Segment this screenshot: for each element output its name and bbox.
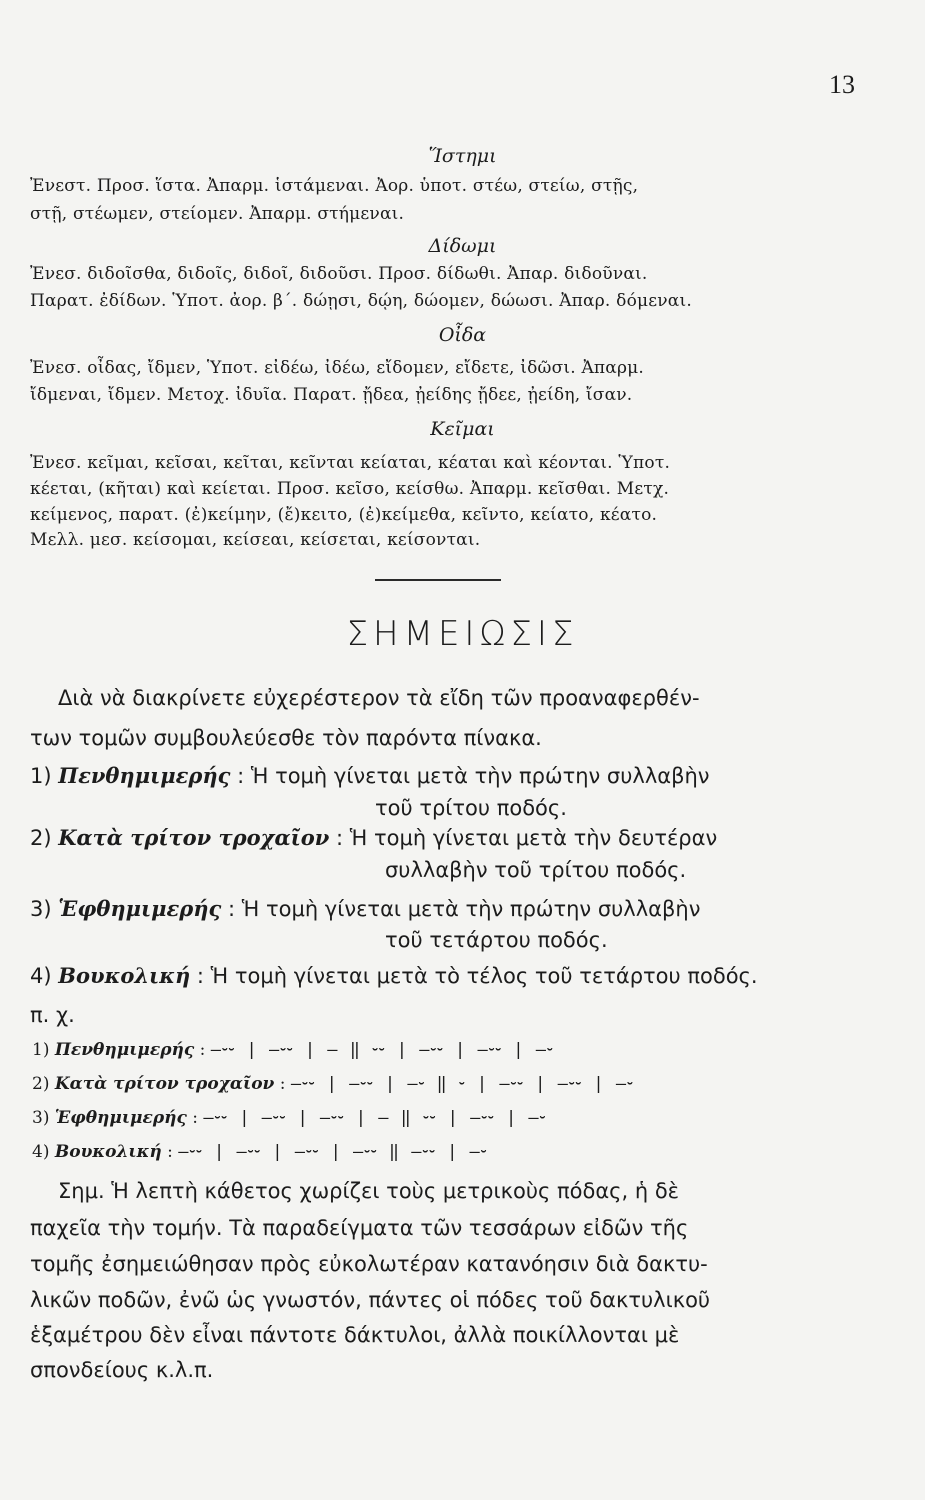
- example-name: Κατὰ τρίτον τροχαῖον: [54, 1074, 275, 1094]
- notes-intro: των τομῶν συμβουλεύεσθε τὸν παρόντα πίνακα.: [30, 726, 542, 750]
- footnote-line: παχεῖα τὴν τομήν. Τὰ παραδείγματα τῶν τεσσάρων εἰδῶν τῆς: [30, 1216, 689, 1240]
- example-number: 3): [32, 1108, 50, 1128]
- verb-title-oida: Οἶδα: [438, 324, 487, 346]
- caesura-name: Κατὰ τρίτον τροχαῖον: [58, 825, 330, 850]
- grammar-line: κέεται, (κῆται) καὶ κείεται. Προσ. κεῖσο, κείσθω. Ἀπαρμ. κεῖσθαι. Μετχ.: [30, 479, 670, 499]
- item-number: 3): [30, 897, 52, 921]
- item-separator: :: [230, 764, 251, 788]
- scansion-example: [32, 1108, 546, 1128]
- scansion-example: [32, 1040, 554, 1060]
- caesura-description: Ἡ τομὴ γίνεται μετὰ τὴν δευτέραν: [349, 826, 718, 850]
- metrical-pattern: —⏑⏑ | —⏑⏑ | — ‖ ⏑⏑ | —⏑⏑ | —⏑⏑ | —⏑: [210, 1040, 554, 1060]
- caesura-description: Ἡ τομὴ γίνεται μετὰ τὴν πρώτην συλλαβὴν: [241, 897, 701, 921]
- item-number: 1): [30, 764, 52, 788]
- footnote-line: ἑξαμέτρου δὲν εἶναι πάντοτε δάκτυλοι, ἀλλὰ ποικίλλονται μὲ: [30, 1323, 680, 1347]
- verb-title-keimai: Κεῖμαι: [430, 418, 495, 440]
- item-separator: :: [221, 897, 242, 921]
- item-number: 2): [30, 826, 52, 850]
- item-separator: :: [190, 964, 211, 988]
- footnote-line: τομῆς ἐσημειώθησαν πρὸς εὐκολωτέραν κατανόησιν διὰ δακτυ-: [30, 1252, 708, 1276]
- footnote-line: λικῶν ποδῶν, ἐνῶ ὡς γνωστόν, πάντες οἱ πόδες τοῦ δακτυλικοῦ: [30, 1288, 711, 1312]
- grammar-line: Παρατ. ἐδίδων. Ὑποτ. ἀορ. β΄. δώῃσι, δῴη, δώομεν, δώωσι. Ἀπαρ. δόμεναι.: [30, 291, 692, 311]
- example-number: 1): [32, 1040, 50, 1060]
- caesura-description-cont: τοῦ τρίτου ποδός.: [375, 796, 567, 820]
- grammar-line: Μελλ. μεσ. κείσομαι, κείσεαι, κείσεται, κείσονται.: [30, 530, 481, 550]
- item-number: 4): [30, 964, 52, 988]
- example-name: Πενθημιμερής: [54, 1040, 195, 1060]
- example-name: Βουκολική: [54, 1142, 162, 1162]
- metrical-pattern: —⏑⏑ | —⏑⏑ | —⏑⏑ | — ‖ ⏑⏑ | —⏑⏑ | —⏑: [203, 1108, 547, 1128]
- notes-intro: Διὰ νὰ διακρίνετε εὐχερέστερον τὰ εἴδη τῶν προαναφερθέν-: [58, 686, 700, 710]
- section-divider: [375, 579, 501, 581]
- grammar-line: κείμενος, παρατ. (ἐ)κείμην, (ἔ)κειτο, (ἐ)κείμεθα, κεῖντο, κείατο, κέατο.: [30, 505, 658, 525]
- scansion-example: [32, 1142, 487, 1162]
- example-number: 4): [32, 1142, 50, 1162]
- example-separator: :: [274, 1074, 291, 1094]
- grammar-line: Ἐνεστ. Προσ. ἵστα. Ἀπαρμ. ἱστάμεναι. Ἀορ. ὑποτ. στέω, στείω, στῇς,: [30, 176, 639, 196]
- example-separator: :: [161, 1142, 179, 1162]
- caesura-name: Πενθημιμερής: [58, 763, 231, 788]
- caesura-description: Ἡ τομὴ γίνεται μετὰ τὸ τέλος τοῦ τετάρτου ποδός.: [210, 964, 758, 988]
- grammar-line: Ἐνεσ. οἶδας, ἴδμεν, Ὑποτ. εἰδέω, ἰδέω, εἴδομεν, εἴδετε, ἰδῶσι. Ἀπαρμ.: [30, 358, 645, 378]
- notes-heading: ΣΗΜΕΙΩΣΙΣ: [346, 614, 579, 654]
- caesura-item: [30, 963, 758, 988]
- caesura-description: Ἡ τομὴ γίνεται μετὰ τὴν πρώτην συλλαβὴν: [250, 764, 710, 788]
- grammar-line: ἴδμεναι, ἴδμεν. Μετοχ. ἰδυῖα. Παρατ. ᾔδεα, ᾐείδης ᾔδεε, ᾐείδη, ἴσαν.: [30, 385, 633, 405]
- grammar-line: Ἐνεσ. κεῖμαι, κεῖσαι, κεῖται, κεῖνται κείαται, κέαται καὶ κέονται. Ὑποτ.: [30, 453, 671, 473]
- item-separator: :: [329, 826, 350, 850]
- metrical-pattern: —⏑⏑ | —⏑⏑ | —⏑ ‖ ⏑ | —⏑⏑ | —⏑⏑ | —⏑: [290, 1074, 634, 1094]
- example-separator: :: [186, 1108, 204, 1128]
- caesura-name: Βουκολική: [58, 963, 191, 988]
- example-number: 2): [32, 1074, 50, 1094]
- footnote-line: σπονδείους κ.λ.π.: [30, 1358, 214, 1382]
- example-label: π. χ.: [30, 1003, 75, 1027]
- metrical-pattern: —⏑⏑ | —⏑⏑ | —⏑⏑ | —⏑⏑ ‖ —⏑⏑ | —⏑: [178, 1142, 488, 1162]
- example-separator: :: [194, 1040, 211, 1060]
- grammar-line: Ἐνεσ. διδοῖσθα, διδοῖς, διδοῖ, διδοῦσι. Προσ. δίδωθι. Ἀπαρ. διδοῦναι.: [30, 264, 648, 284]
- verb-title-istemi: Ἵστημι: [428, 145, 497, 167]
- grammar-line: στῇ, στέωμεν, στείομεν. Ἀπαρμ. στήμεναι.: [30, 204, 405, 224]
- caesura-item: [30, 825, 717, 850]
- scansion-example: [32, 1074, 634, 1094]
- verb-title-didomi: Δίδωμι: [428, 235, 497, 257]
- caesura-item: [30, 896, 700, 921]
- caesura-name: Ἑφθημιμερής: [58, 896, 222, 921]
- example-name: Ἑφθημιμερής: [54, 1108, 187, 1128]
- caesura-description-cont: τοῦ τετάρτου ποδός.: [385, 928, 608, 952]
- page-number: 13: [829, 70, 855, 99]
- caesura-description-cont: συλλαβὴν τοῦ τρίτου ποδός.: [385, 858, 687, 882]
- caesura-item: [30, 763, 710, 788]
- footnote-line: Σημ. Ἡ λεπτὴ κάθετος χωρίζει τοὺς μετρικοὺς πόδας, ἡ δὲ: [58, 1179, 680, 1203]
